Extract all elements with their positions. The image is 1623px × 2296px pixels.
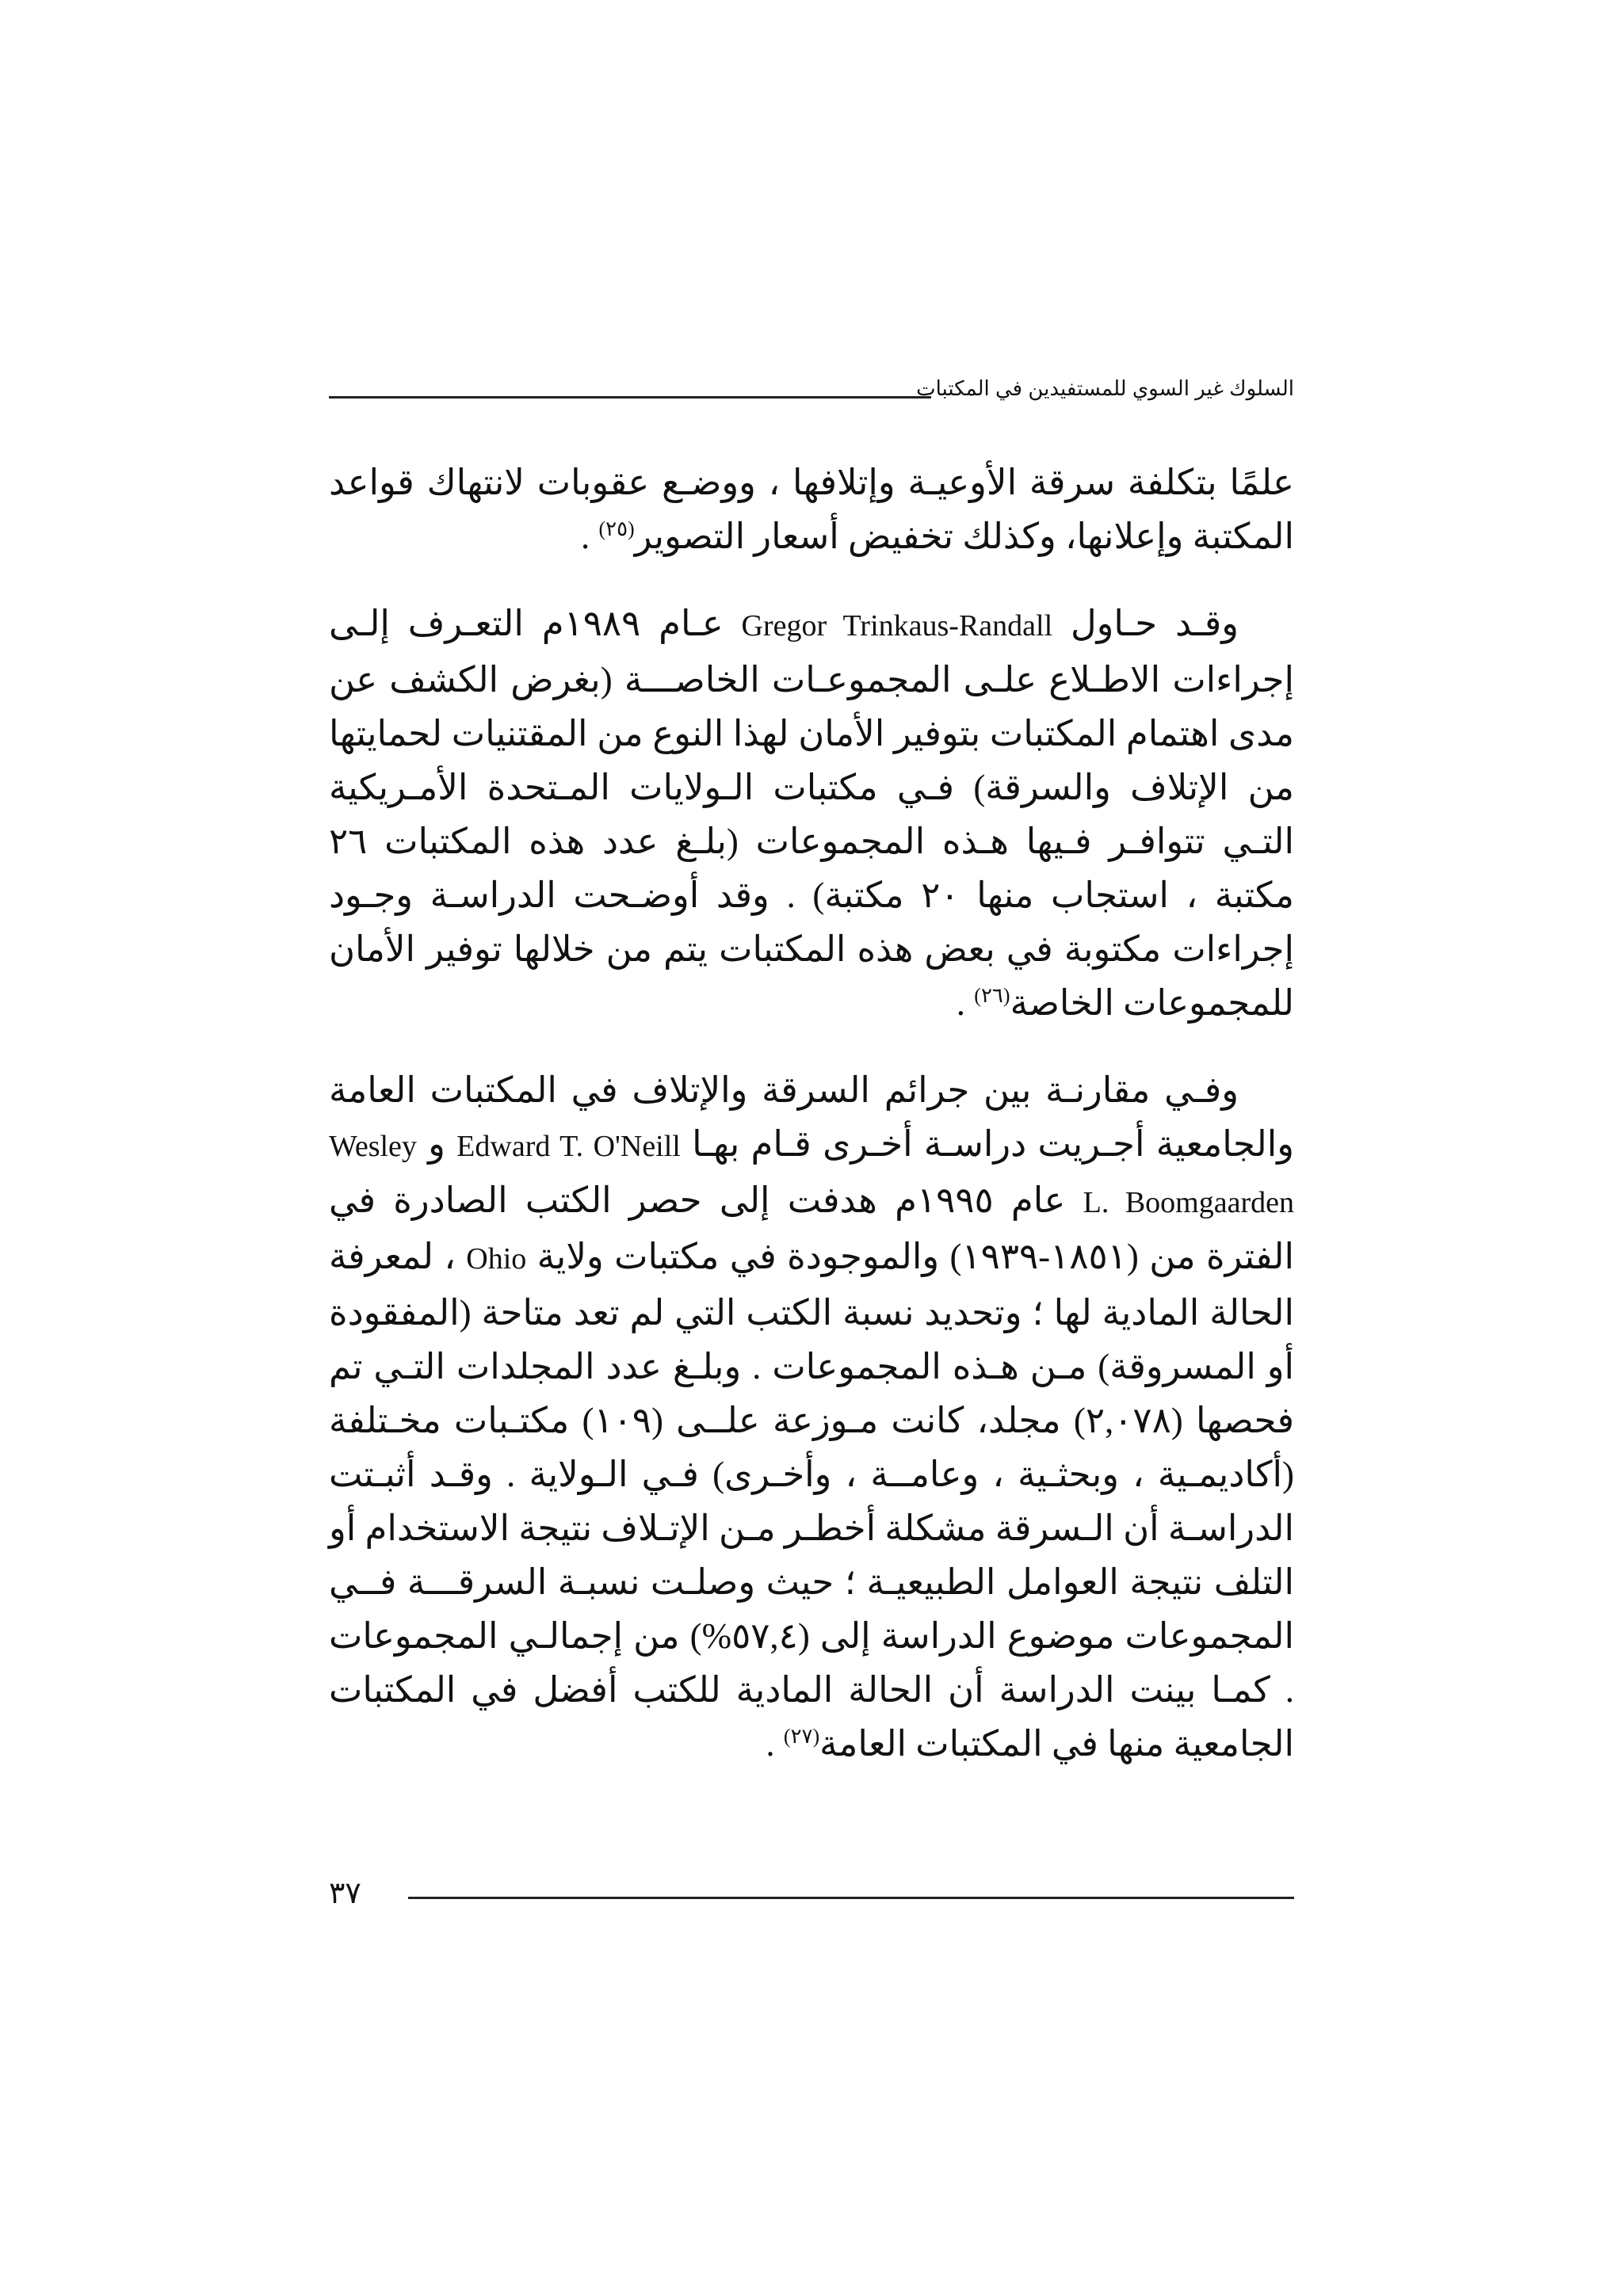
page-footer — [329, 1870, 1294, 1917]
paragraph-2-end: . — [956, 983, 975, 1023]
body-text — [329, 456, 1294, 1804]
latin-name-ohio: Ohio — [466, 1242, 527, 1276]
paragraph-3-text-a: وفـي مقارنـة بين جرائم السرقة والإتلاف في المكتبات العامة والجامعية أجـريت دراسـة أخـرى قـام بهـا — [329, 1070, 1294, 1164]
latin-name-oneill: Edward T. O'Neill — [456, 1130, 681, 1163]
footnote-ref-26: (٢٦) — [974, 984, 1010, 1007]
paragraph-3-text-c: ، لمعرفة الحالة المادية لها ؛ وتحديد نسبة الكتب التي لم تعد متاحة (المفقودة أو المسروقة) مـن هـذه المجموعات . وبلـغ عدد المجلدات التـي تم فحصها (٢,٠٧٨) مجلد، كانت مـوزعة علــى (١٠٩) مكتـبات مخـتلفة (أكاديمـية ، وبحثـية ، وعامــة ، وأخـرى) فـي الـولاية . وقـد أثبـتت الدراسـة أن الـسرقة مشكلة أخطـر مـن الإتـلاف نتيجة الاستخدام أو التلف نتيجة العوامل الطبيعيـة ؛ حيث وصلـت نسبـة السرقـــة فــي المجموعات موضوع الدراسة إلى (٥٧,٤%) من إجمالـي المجموعات . كمـا بينت الدراسة أن الحالة المادية للكتب أفضل في المكتبات الجامعية منها في المكتبات العامة — [329, 1237, 1295, 1764]
paragraph-2-text-a: وقـد حـاول — [1052, 604, 1239, 643]
footnote-ref-25: (٢٥) — [598, 517, 635, 540]
paragraph-2-text-b: عـام ١٩٨٩م التعـرف إلـى إجراءات الاطـلاع علـى المجموعـات الخاصـــة (بغرض الكشف عن مدى اهتمام المكتبات بتوفير الأمان لهذا النوع من المقتنيات لحمايتها من الإتلاف والسرقة) فـي مكتبات الـولايات المـتحدة الأمـريكية التـي تتوافـر فـيها هـذه المجموعات (بلـغ عدد هذه المكتبات ٢٦ مكتبة ، استجاب منها ٢٠ مكتبة) . وقد أوضـحت الدراسـة وجـود إجراءات مكتوبة في بعض هذه المكتبات يتم من خلالها توفير الأمان للمجموعات الخاصة — [329, 604, 1294, 1023]
footer-rule — [408, 1897, 1294, 1899]
latin-name-boomgaarden: Wesley L. Boomgaarden — [329, 1130, 1294, 1219]
paragraph-1-end: . — [580, 517, 599, 556]
running-header — [329, 372, 1294, 404]
header-rule — [329, 396, 931, 399]
paragraph-3 — [329, 1063, 1294, 1771]
paragraph-1 — [329, 456, 1294, 563]
paragraph-3-conj: و — [416, 1124, 457, 1164]
paragraph-3-end: . — [766, 1724, 784, 1764]
running-header-title: السلوك غير السوي للمستفيدين في المكتبات — [916, 376, 1294, 400]
page-number: ٣٧ — [329, 1877, 361, 1910]
paragraph-3-text-b: عام ١٩٩٥م هدفت إلى حصر الكتب الصادرة في الفترة من (١٨٥١-١٩٣٩) والموجودة في مكتبات ولاية — [329, 1180, 1294, 1276]
footnote-ref-27: (٢٧) — [783, 1725, 820, 1748]
latin-name-trinkaus-randall: Gregor Trinkaus-Randall — [741, 609, 1053, 643]
paragraph-2 — [329, 597, 1294, 1030]
paragraph-1-text: علمًا بتكلفة سرقة الأوعيـة وإتلافها ، ووضـع عقوبات لانتهاك قواعد المكتبة وإعلانها، وكذلك تخفيض أسعار التصوير — [329, 463, 1294, 556]
